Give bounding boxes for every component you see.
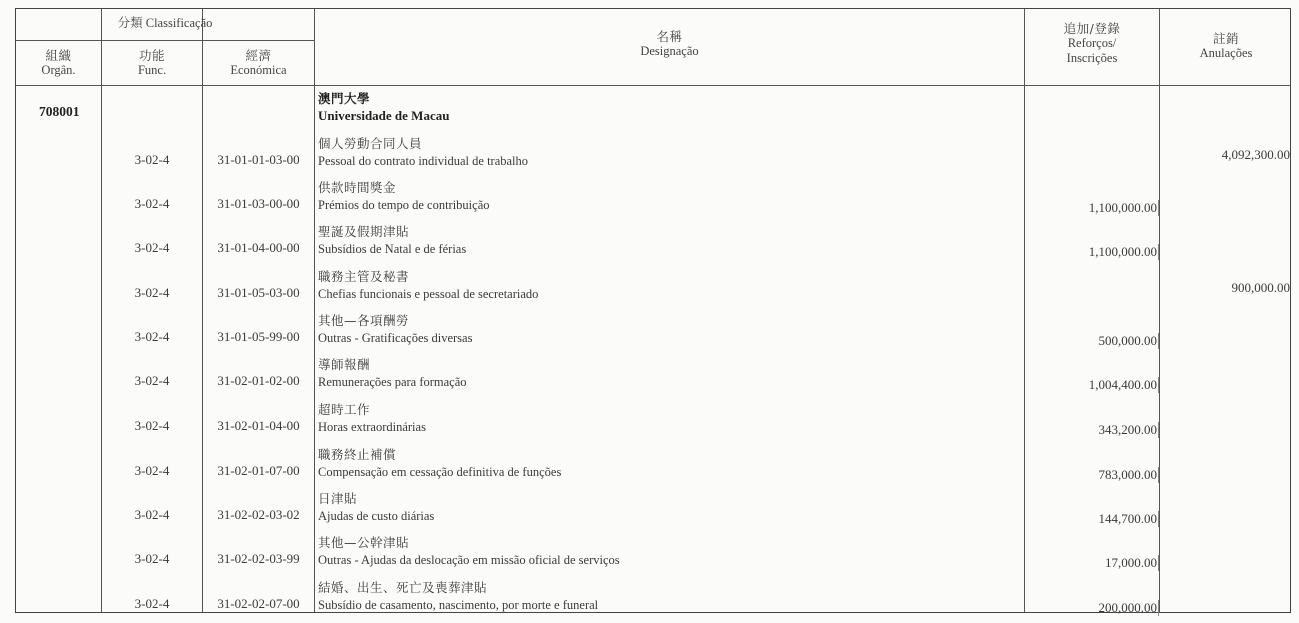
designation-pt: Horas extraordinárias	[318, 420, 426, 434]
designation-zh: 個人勞動合同人員	[318, 136, 423, 151]
reforco-amount: 343,200.00	[1098, 422, 1157, 437]
econ-code: 31-01-05-99-00	[217, 329, 300, 344]
func-code: 3-02-4	[134, 551, 170, 566]
designation-pt: Outras - Ajudas da deslocação em missão oficial de serviços	[318, 553, 620, 567]
reforco-amount: 783,000.00	[1098, 467, 1157, 482]
designation-zh: 結婚、出生、死亡及喪葬津貼	[318, 580, 488, 595]
reforco-amount: 17,000.00	[1105, 555, 1157, 570]
func-code: 3-02-4	[134, 152, 170, 167]
func-code: 3-02-4	[134, 240, 170, 255]
designation-pt: Chefias funcionais e pessoal de secretariado	[318, 287, 539, 301]
econ-code: 31-01-04-00-00	[217, 240, 300, 255]
designation-pt: Outras - Gratificações diversas	[318, 331, 473, 345]
designation-zh: 導師報酬	[318, 357, 371, 372]
header-divider	[16, 85, 1290, 86]
func-code: 3-02-4	[134, 418, 170, 433]
classification-header: 分類 Classificação	[117, 16, 213, 30]
econ-code: 31-01-05-03-00	[217, 285, 300, 300]
designation-pt: Ajudas de custo diárias	[318, 509, 435, 523]
func-code: 3-02-4	[134, 596, 170, 611]
econ-code: 31-02-02-03-02	[217, 507, 300, 522]
func-code: 3-02-4	[134, 463, 170, 478]
econ-code: 31-01-01-03-00	[217, 152, 300, 167]
anulacao-amount: 900,000.00	[1231, 280, 1290, 295]
func-code: 3-02-4	[134, 329, 170, 344]
organ-name-zh: 澳門大學	[318, 91, 371, 106]
organ-code: 708001	[39, 104, 80, 119]
econ-code: 31-01-03-00-00	[217, 196, 300, 211]
organ-header: 組織 Orgân.	[41, 48, 76, 77]
anulacao-amount: 4,092,300.00	[1221, 147, 1290, 162]
econ-header: 經濟 Económica	[230, 48, 287, 77]
designation-zh: 超時工作	[318, 402, 371, 417]
designation-zh: 其他—各項酬勞	[318, 313, 410, 328]
column-divider	[314, 9, 315, 612]
designation-zh: 供款時間獎金	[318, 180, 397, 195]
reforco-amount: 1,100,000.00	[1088, 200, 1157, 215]
designation-pt: Subsídio de casamento, nascimento, por morte e funeral	[318, 598, 599, 612]
anulacoes-header: 註銷 Anulações	[1199, 31, 1253, 60]
designation-pt: Compensação em cessação definitiva de funções	[318, 465, 562, 479]
econ-code: 31-02-02-07-00	[217, 596, 300, 611]
func-header: 功能 Func.	[137, 48, 167, 77]
reforco-amount: 1,100,000.00	[1088, 244, 1157, 259]
econ-code: 31-02-01-02-00	[217, 373, 300, 388]
func-code: 3-02-4	[134, 507, 170, 522]
econ-code: 31-02-02-03-99	[217, 551, 300, 566]
econ-code: 31-02-01-04-00	[217, 418, 300, 433]
designation-pt: Pessoal do contrato individual de trabalho	[318, 154, 529, 168]
reforco-amount: 144,700.00	[1098, 511, 1157, 526]
designation-pt: Remunerações para formação	[318, 375, 467, 389]
designation-zh: 職務終止補償	[318, 447, 397, 462]
budget-table	[15, 8, 1291, 613]
classification-divider	[16, 40, 314, 41]
column-divider	[1159, 9, 1160, 612]
reforcos-header: 追加/登錄 Reforços/ Inscrições	[1063, 21, 1121, 65]
designation-pt: Prémios do tempo de contribuição	[318, 198, 490, 212]
designation-zh: 其他—公幹津貼	[318, 535, 410, 550]
reforco-amount: 500,000.00	[1098, 333, 1157, 348]
designation-zh: 日津貼	[318, 491, 358, 506]
reforco-amount: 1,004,400.00	[1088, 377, 1157, 392]
designation-header: 名稱 Designação	[640, 29, 699, 58]
econ-code: 31-02-01-07-00	[217, 463, 300, 478]
organ-name-pt: Universidade de Macau	[318, 108, 450, 123]
designation-pt: Subsídios de Natal e de férias	[318, 242, 467, 256]
func-code: 3-02-4	[134, 196, 170, 211]
reforco-amount: 200,000.00	[1098, 600, 1157, 615]
designation-zh: 聖誕及假期津貼	[318, 224, 410, 239]
func-code: 3-02-4	[134, 373, 170, 388]
designation-zh: 職務主管及秘書	[318, 269, 410, 284]
func-code: 3-02-4	[134, 285, 170, 300]
